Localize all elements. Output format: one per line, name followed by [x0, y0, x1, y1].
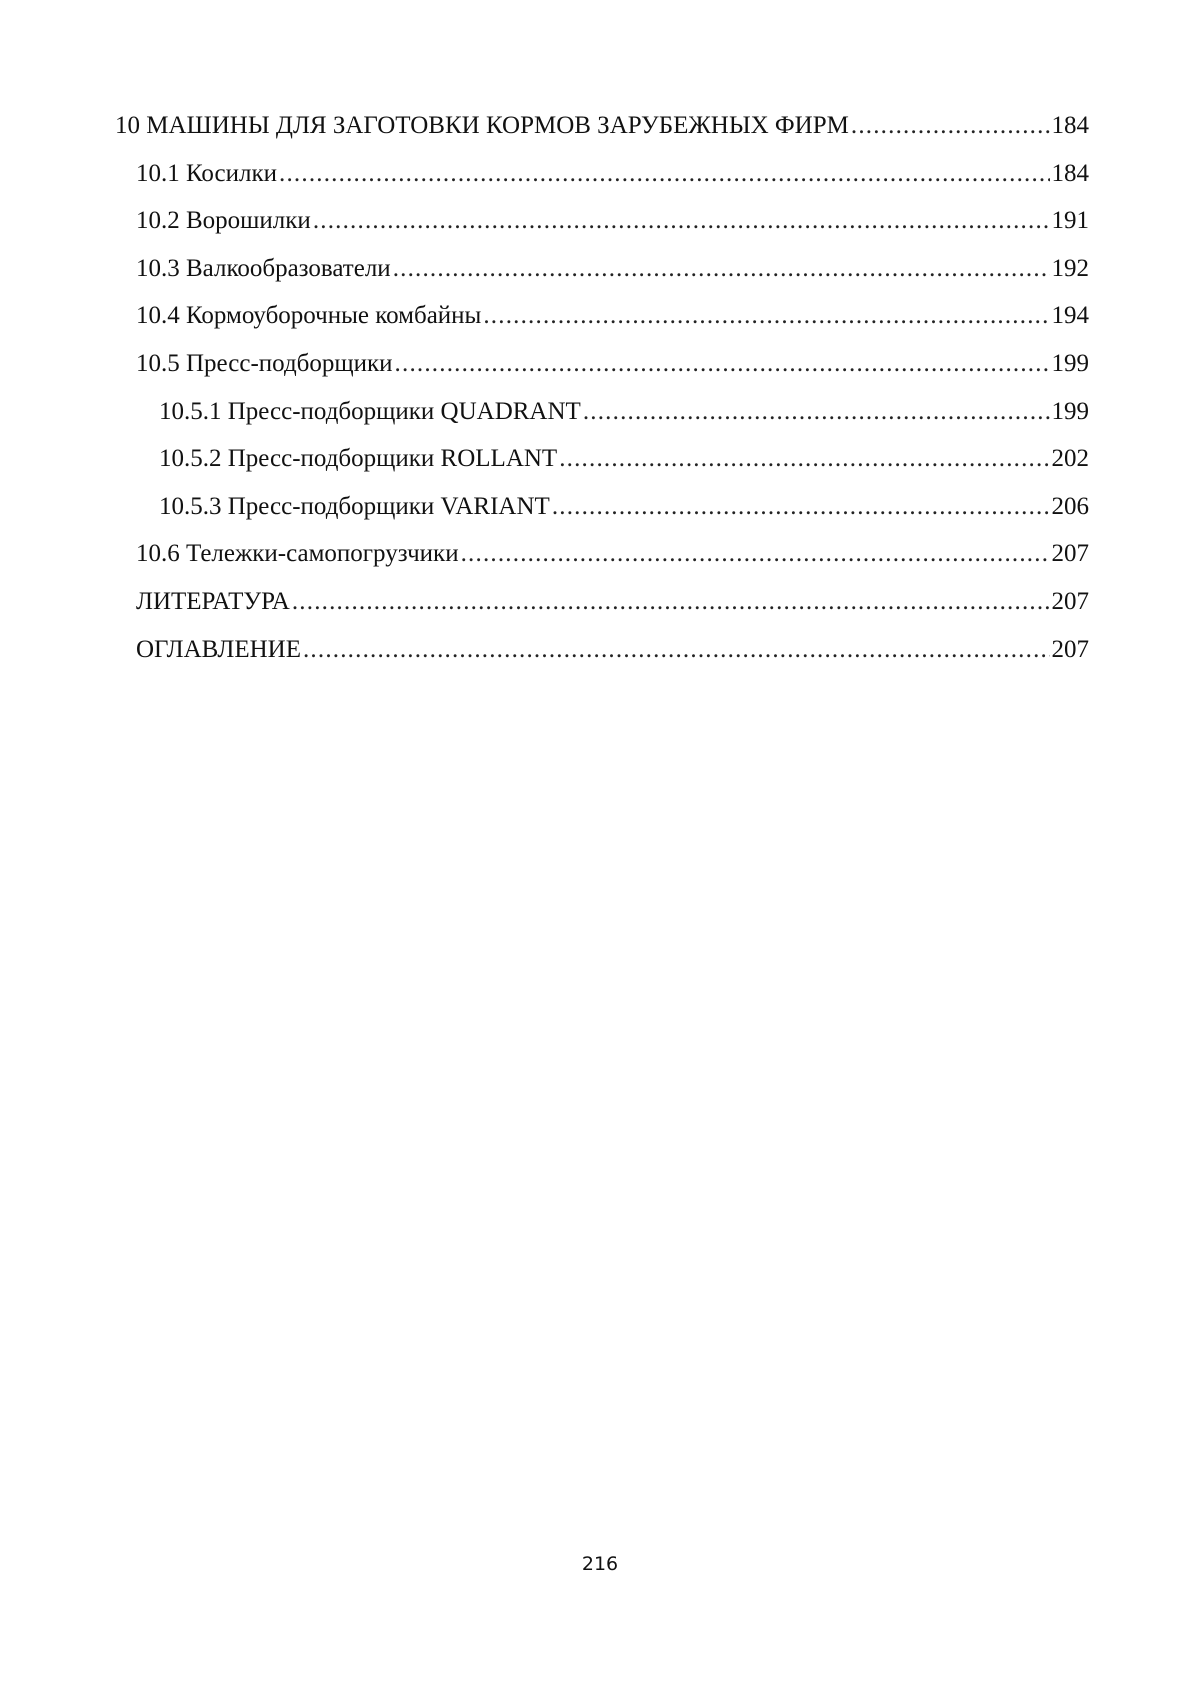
toc-dot-leader	[583, 397, 1050, 427]
toc-dot-leader	[851, 111, 1050, 141]
toc-entry-page: 192	[1051, 254, 1089, 282]
toc-dot-leader	[292, 587, 1050, 617]
toc-entry-title: 10.2 Ворошилки	[136, 207, 311, 235]
toc-dot-leader	[279, 159, 1049, 189]
toc-entry-10-6[interactable]	[0, 539, 1200, 587]
toc-entry-title: 10.5 Пресс-подборщики	[136, 349, 393, 377]
toc-entry-chapter-10[interactable]	[0, 111, 1200, 159]
toc-entry-10-5-3[interactable]	[0, 492, 1200, 540]
toc-entry-title: 10.3 Валкообразователи	[136, 254, 391, 282]
toc-entry-page: 207	[1051, 540, 1089, 568]
toc-entry-title: ОГЛАВЛЕНИЕ	[136, 635, 301, 663]
toc-dot-leader	[393, 254, 1050, 284]
toc-dot-leader	[559, 444, 1049, 474]
toc-entry-contents[interactable]	[0, 635, 1200, 683]
toc-dot-leader	[461, 539, 1050, 569]
toc-entry-title: 10.6 Тележки-самопогрузчики	[136, 540, 459, 568]
toc-dot-leader	[395, 349, 1050, 379]
toc-entry-title: 10.5.1 Пресс-подборщики QUADRANT	[159, 397, 581, 425]
toc-dot-leader	[303, 635, 1050, 665]
toc-entry-title: 10.4 Кормоуборочные комбайны	[136, 302, 482, 330]
toc-entry-page: 206	[1051, 492, 1089, 520]
toc-entry-title: 10.5.3 Пресс-подборщики VARIANT	[159, 492, 550, 520]
toc-entry-title: ЛИТЕРАТУРА	[136, 587, 290, 615]
toc-entry-10-5-1[interactable]	[0, 397, 1200, 445]
toc-entry-page: 199	[1051, 349, 1089, 377]
toc-dot-leader	[313, 206, 1050, 236]
toc-entry-page: 191	[1051, 207, 1089, 235]
toc-entry-10-2[interactable]	[0, 206, 1200, 254]
toc-entry-page: 194	[1051, 302, 1089, 330]
toc-entry-10-5[interactable]	[0, 349, 1200, 397]
toc-entry-page: 207	[1051, 635, 1089, 663]
toc-entry-title: 10.5.2 Пресс-подборщики ROLLANT	[159, 445, 558, 473]
page-number: 216	[581, 1553, 619, 1575]
toc-entry-page: 202	[1051, 445, 1089, 473]
toc-entry-page: 207	[1051, 587, 1089, 615]
toc-entry-title: 10 МАШИНЫ ДЛЯ ЗАГОТОВКИ КОРМОВ ЗАРУБЕЖНЫХ ФИРМ	[115, 112, 849, 139]
toc-entry-literature[interactable]	[0, 587, 1200, 635]
toc-dot-leader	[552, 492, 1050, 522]
toc-dot-leader	[483, 301, 1049, 331]
toc-entry-title: 10.1 Косилки	[136, 159, 278, 187]
toc-entry-10-5-2[interactable]	[0, 444, 1200, 492]
toc-entry-page: 199	[1051, 397, 1089, 425]
toc-entry-page: 184	[1051, 159, 1089, 187]
toc-entry-10-3[interactable]	[0, 254, 1200, 302]
toc-entry-10-1[interactable]	[0, 159, 1200, 207]
table-of-contents	[0, 111, 1200, 682]
toc-entry-10-4[interactable]	[0, 301, 1200, 349]
toc-entry-page: 184	[1051, 112, 1089, 139]
